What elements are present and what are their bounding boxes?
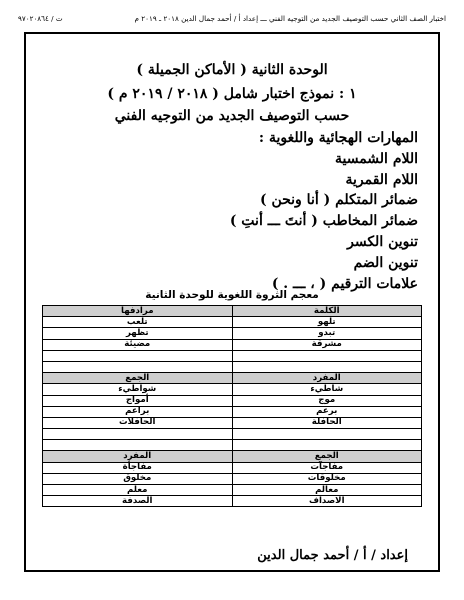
skills-list: [118, 128, 418, 294]
table-cell: تلعب: [43, 317, 233, 328]
table-row: [43, 429, 422, 440]
table-header-row: [43, 451, 422, 462]
column-header: مرادفها: [43, 306, 233, 317]
table-cell: مخلوقات: [232, 473, 422, 484]
table-row: [43, 462, 422, 473]
table-cell: الصدفة: [43, 496, 233, 507]
table-row: [43, 417, 422, 428]
skill-item: تنوين الضم: [353, 254, 418, 271]
vocab-title: معجم الثروة اللغوية للوحدة الثانية: [145, 289, 319, 301]
table-cell: برعم: [232, 406, 422, 417]
vocab-table: [42, 305, 422, 507]
table-cell: تبدو: [232, 328, 422, 339]
table-row: [43, 485, 422, 496]
table-cell: مفاجآت: [232, 462, 422, 473]
table-cell: [232, 350, 422, 361]
table-row: [43, 328, 422, 339]
table-row: [43, 473, 422, 484]
column-header: الكلمة: [232, 306, 422, 317]
exam-title: ١ : نموذج اختبار شامل ( ٢٠١٨ / ٢٠١٩ م ): [107, 86, 357, 102]
table-cell: [232, 440, 422, 451]
header-phone: ت / ٩٧٠٢٠٨٦٤: [18, 13, 63, 23]
skill-item: اللام القمرية: [345, 171, 418, 188]
table-row: [43, 395, 422, 406]
table-cell: [43, 440, 233, 451]
skill-item: ضمائر المخاطب ( أنتَ ـــ أنتِ ): [229, 213, 418, 230]
header-text: اختبار الصف الثاني حسب التوصيف الجديد من التوجيه الفني ـــ إعداد أ / أحمد جمال الدين ٢٠١٨ ـ ٢٠١٩ م: [134, 13, 446, 23]
table-row: [43, 361, 422, 372]
table-cell: الحافلة: [232, 417, 422, 428]
spec-title: حسب التوصيف الجديد من التوجيه الفني: [114, 108, 350, 124]
table-cell: [232, 361, 422, 372]
table-row: [43, 440, 422, 451]
table-cell: تلهو: [232, 317, 422, 328]
table-cell: الحافلات: [43, 417, 233, 428]
table-cell: مخلوق: [43, 473, 233, 484]
table-cell: [232, 429, 422, 440]
column-header: الجمع: [232, 451, 422, 462]
table-cell: شواطيء: [43, 384, 233, 395]
table-cell: الاصداف: [232, 496, 422, 507]
table-row: [43, 496, 422, 507]
skill-item: اللام الشمسية: [334, 150, 418, 167]
table-header-row: [43, 306, 422, 317]
table-cell: مضيئة: [43, 339, 233, 350]
table-cell: [43, 361, 233, 372]
table-row: [43, 317, 422, 328]
skills-heading: المهارات الهجائية واللغوية :: [258, 130, 418, 146]
table-cell: معالم: [232, 485, 422, 496]
table-cell: أمواج: [43, 395, 233, 406]
table-row: [43, 350, 422, 361]
table-header-row: [43, 373, 422, 384]
page-header: [18, 10, 446, 26]
skill-item: ضمائر المتكلم ( أنا ونحن ): [259, 192, 418, 209]
table-cell: شاطيء: [232, 384, 422, 395]
table-cell: [43, 350, 233, 361]
table-row: [43, 406, 422, 417]
table-cell: موج: [232, 395, 422, 406]
table-row: [43, 384, 422, 395]
table-cell: تظهر: [43, 328, 233, 339]
table-cell: مفاجأة: [43, 462, 233, 473]
table-cell: [43, 429, 233, 440]
author-signature: إعداد / أ / أحمد جمال الدين: [257, 548, 408, 563]
skill-item: علامات الترقيم ( ، ـــ . ): [271, 275, 418, 292]
unit-title: الوحدة الثانية ( الأماكن الجميلة ): [136, 62, 328, 78]
table-row: [43, 339, 422, 350]
column-header: المفرد: [232, 373, 422, 384]
table-cell: معلم: [43, 485, 233, 496]
column-header: المفرد: [43, 451, 233, 462]
column-header: الجمع: [43, 373, 233, 384]
table-cell: مشرقة: [232, 339, 422, 350]
skill-item: تنوين الكسر: [347, 233, 418, 250]
table-cell: براعم: [43, 406, 233, 417]
